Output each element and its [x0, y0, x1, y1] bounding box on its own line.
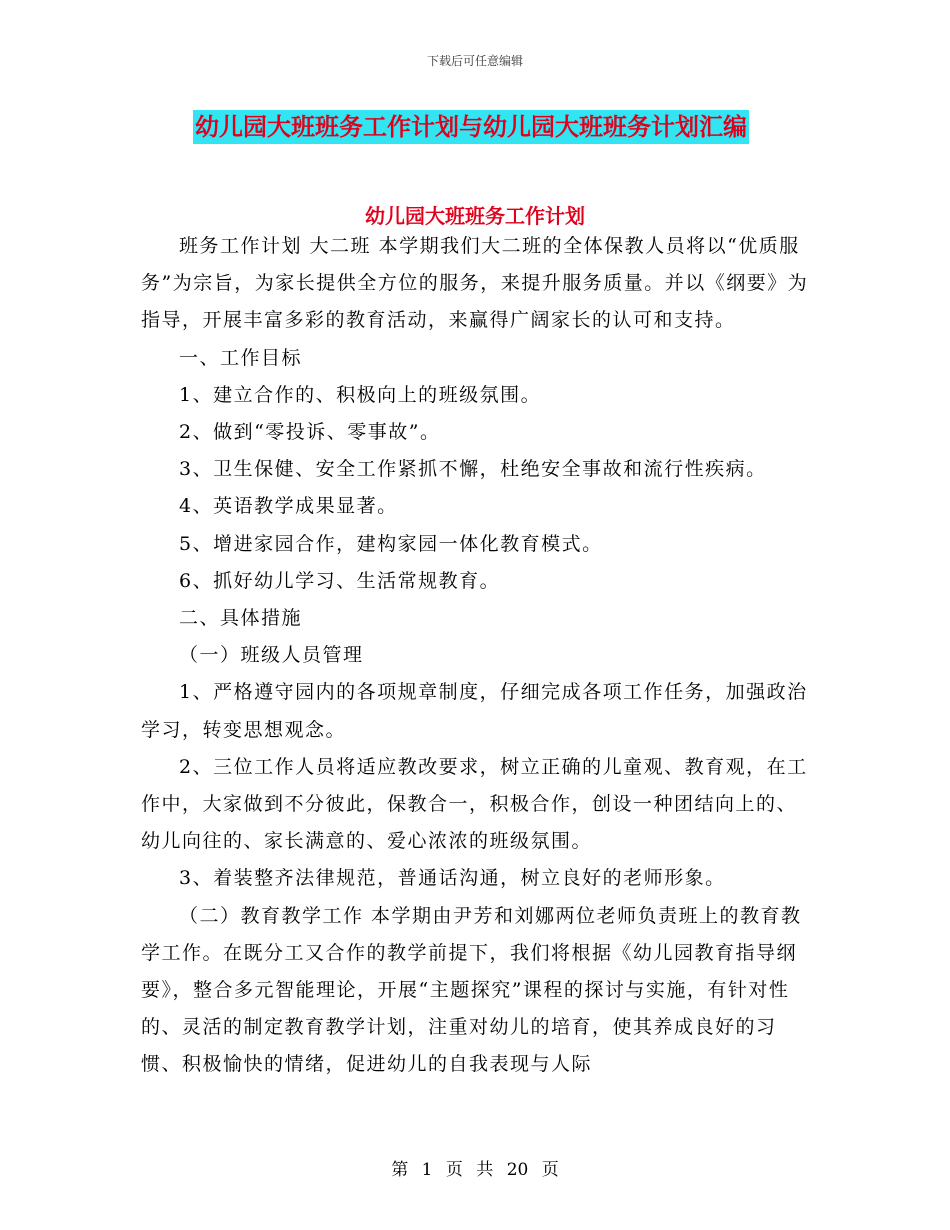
section-title: 幼儿园大班班务工作计划: [365, 204, 585, 228]
measure-item: 1、严格遵守园内的各项规章制度，仔细完成各项工作任务，加强政治学习，转变思想观念。: [141, 681, 808, 741]
goal-item: 4、英语教学成果显著。: [179, 495, 398, 518]
measure-item: 2、三位工作人员将适应教改要求，树立正确的儿童观、教育观，在工作中，大家做到不分彼此，保教合一，积极合作，创设一种团结向上的、幼儿向往的、家长满意的、爱心浓浓的班级氛围。: [141, 755, 808, 853]
document-title: 幼儿园大班班务工作计划与幼儿园大班班务计划汇编: [193, 110, 749, 144]
goal-item: 1、建立合作的、积极向上的班级氛围。: [179, 383, 542, 406]
heading-measures: 二、具体措施: [179, 607, 303, 630]
document-body: [141, 228, 809, 1084]
paragraph-intro: 班务工作计划 大二班 本学期我们大二班的全体保教人员将以“优质服务”为宗旨，为家长提供全方位的服务，来提升服务质量。并以《纲要》为指导，开展丰富多彩的教育活动，来赢得广阔家长的认可和支持。: [141, 235, 809, 332]
subheading-staff-management: （一）班级人员管理: [179, 644, 364, 667]
goal-item: 2、做到“零投诉、零事故”。: [179, 421, 441, 444]
page-header-note: 下载后可任意编辑: [426, 54, 523, 68]
goal-item: 3、卫生保健、安全工作紧抓不懈，杜绝安全事故和流行性疾病。: [179, 458, 767, 481]
heading-work-goals: 一、工作目标: [179, 346, 303, 369]
paragraph-teaching-work: （二）教育教学工作 本学期由尹芳和刘娜两位老师负责班上的教育教学工作。在既分工又合作的教学前提下，我们将根据《幼儿园教育指导纲要》，整合多元智能理论，开展“主题探究”课程的探讨与实施，有针对性的、灵活的制定教育教学计划，注重对幼儿的培育，使其养成良好的习惯、积极愉快的情绪，促进幼儿的自我表现与人际: [141, 904, 802, 1076]
measure-item: 3、着装整齐法律规范，普通话沟通，树立良好的老师形象。: [179, 867, 726, 890]
goal-item: 6、抓好幼儿学习、生活常规教育。: [179, 569, 501, 592]
page-footer-number: 第 1 页 共 20 页: [391, 1160, 559, 1180]
goal-item: 5、增进家园合作，建构家园一体化教育模式。: [179, 532, 603, 555]
